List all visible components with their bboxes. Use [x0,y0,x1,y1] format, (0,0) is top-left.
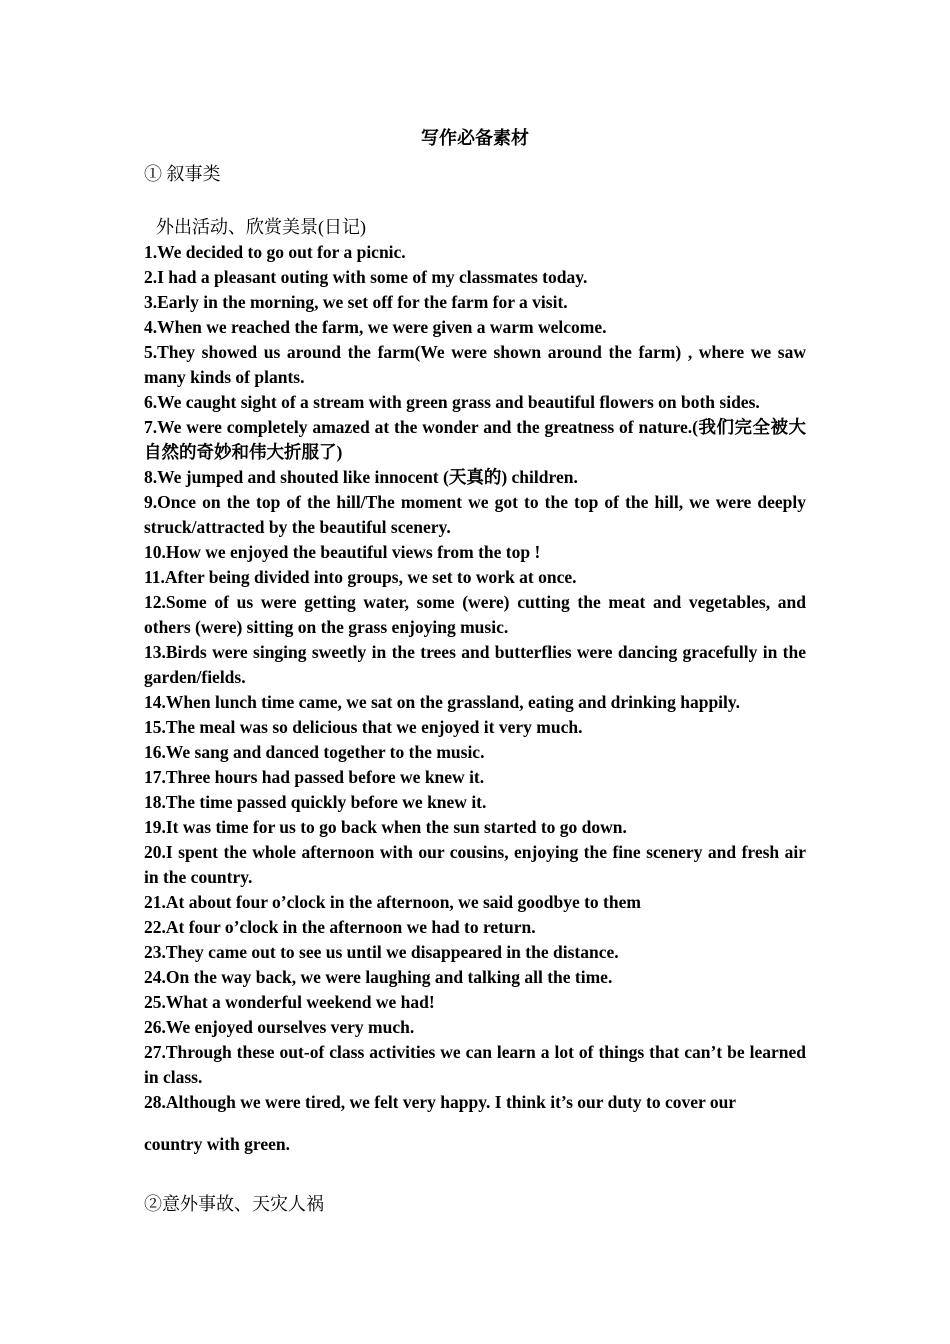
list-item: 27.Through these out-of class activities we can learn a lot of things that can’t be learned in class. [144,1042,806,1087]
list-item: 11.After being divided into groups, we set to work at once. [144,567,577,587]
document-title: 写作必备素材 [421,128,529,148]
last-item-line-2: country with green. [144,1134,290,1154]
list-item: 21.At about four o’clock in the afternoon, we said goodbye to them [144,892,641,912]
list-item-last [144,1090,806,1157]
list-item: 17.Three hours had passed before we knew it. [144,767,485,787]
section-heading-accidents: ②意外事故、天灾人祸 [144,1194,324,1214]
section-heading-narrative: ① 叙事类 [144,164,221,184]
list-item: 1.We decided to go out for a picnic. [144,242,406,262]
list-item: 12.Some of us were getting water, some (were) cutting the meat and vegetables, and others (were) sitting on the grass enjoying music. [144,592,806,637]
list-item: 9.Once on the top of the hill/The moment we got to the top of the hill, we were deeply struck/attracted by the beautiful scenery. [144,492,806,537]
list-item: 3.Early in the morning, we set off for the farm for a visit. [144,292,568,312]
list-item: 5.They showed us around the farm(We were shown around the farm) , where we saw many kinds of plants. [144,342,806,387]
list-item: 14.When lunch time came, we sat on the grassland, eating and drinking happily. [144,692,741,712]
list-item: 18.The time passed quickly before we knew it. [144,792,487,812]
list-item: 25.What a wonderful weekend we had! [144,992,435,1012]
list-item: 22.At four o’clock in the afternoon we had to return. [144,917,536,937]
list-item: 7.We were completely amazed at the wonder and the greatness of nature.(我们完全被大自然的奇妙和伟大折服了) [144,417,806,462]
list-item: 16.We sang and danced together to the music. [144,742,485,762]
list-item: 24.On the way back, we were laughing and talking all the time. [144,967,613,987]
list-item: 10.How we enjoyed the beautiful views from the top ! [144,542,541,562]
list-item: 20.I spent the whole afternoon with our cousins, enjoying the fine scenery and fresh air in the country. [144,842,806,887]
list-item: 6.We caught sight of a stream with green grass and beautiful flowers on both sides. [144,392,760,412]
list-item: 8.We jumped and shouted like innocent (天真的) children. [144,467,578,487]
list-item: 19.It was time for us to go back when the sun started to go down. [144,817,627,837]
list-item: 26.We enjoyed ourselves very much. [144,1017,415,1037]
line-gap [144,1115,806,1132]
sentence-list [144,240,806,1157]
list-item: 23.They came out to see us until we disappeared in the distance. [144,942,619,962]
last-item-line-1: 28.Although we were tired, we felt very happy. I think it’s our duty to cover our [144,1092,737,1112]
list-item: 2.I had a pleasant outing with some of my classmates today. [144,267,588,287]
list-item: 15.The meal was so delicious that we enjoyed it very much. [144,717,583,737]
list-item: 13.Birds were singing sweetly in the trees and butterflies were dancing gracefully in the garden/fields. [144,642,806,687]
list-item: 4.When we reached the farm, we were given a warm welcome. [144,317,607,337]
subsection-heading: 外出活动、欣赏美景(日记) [156,217,366,237]
